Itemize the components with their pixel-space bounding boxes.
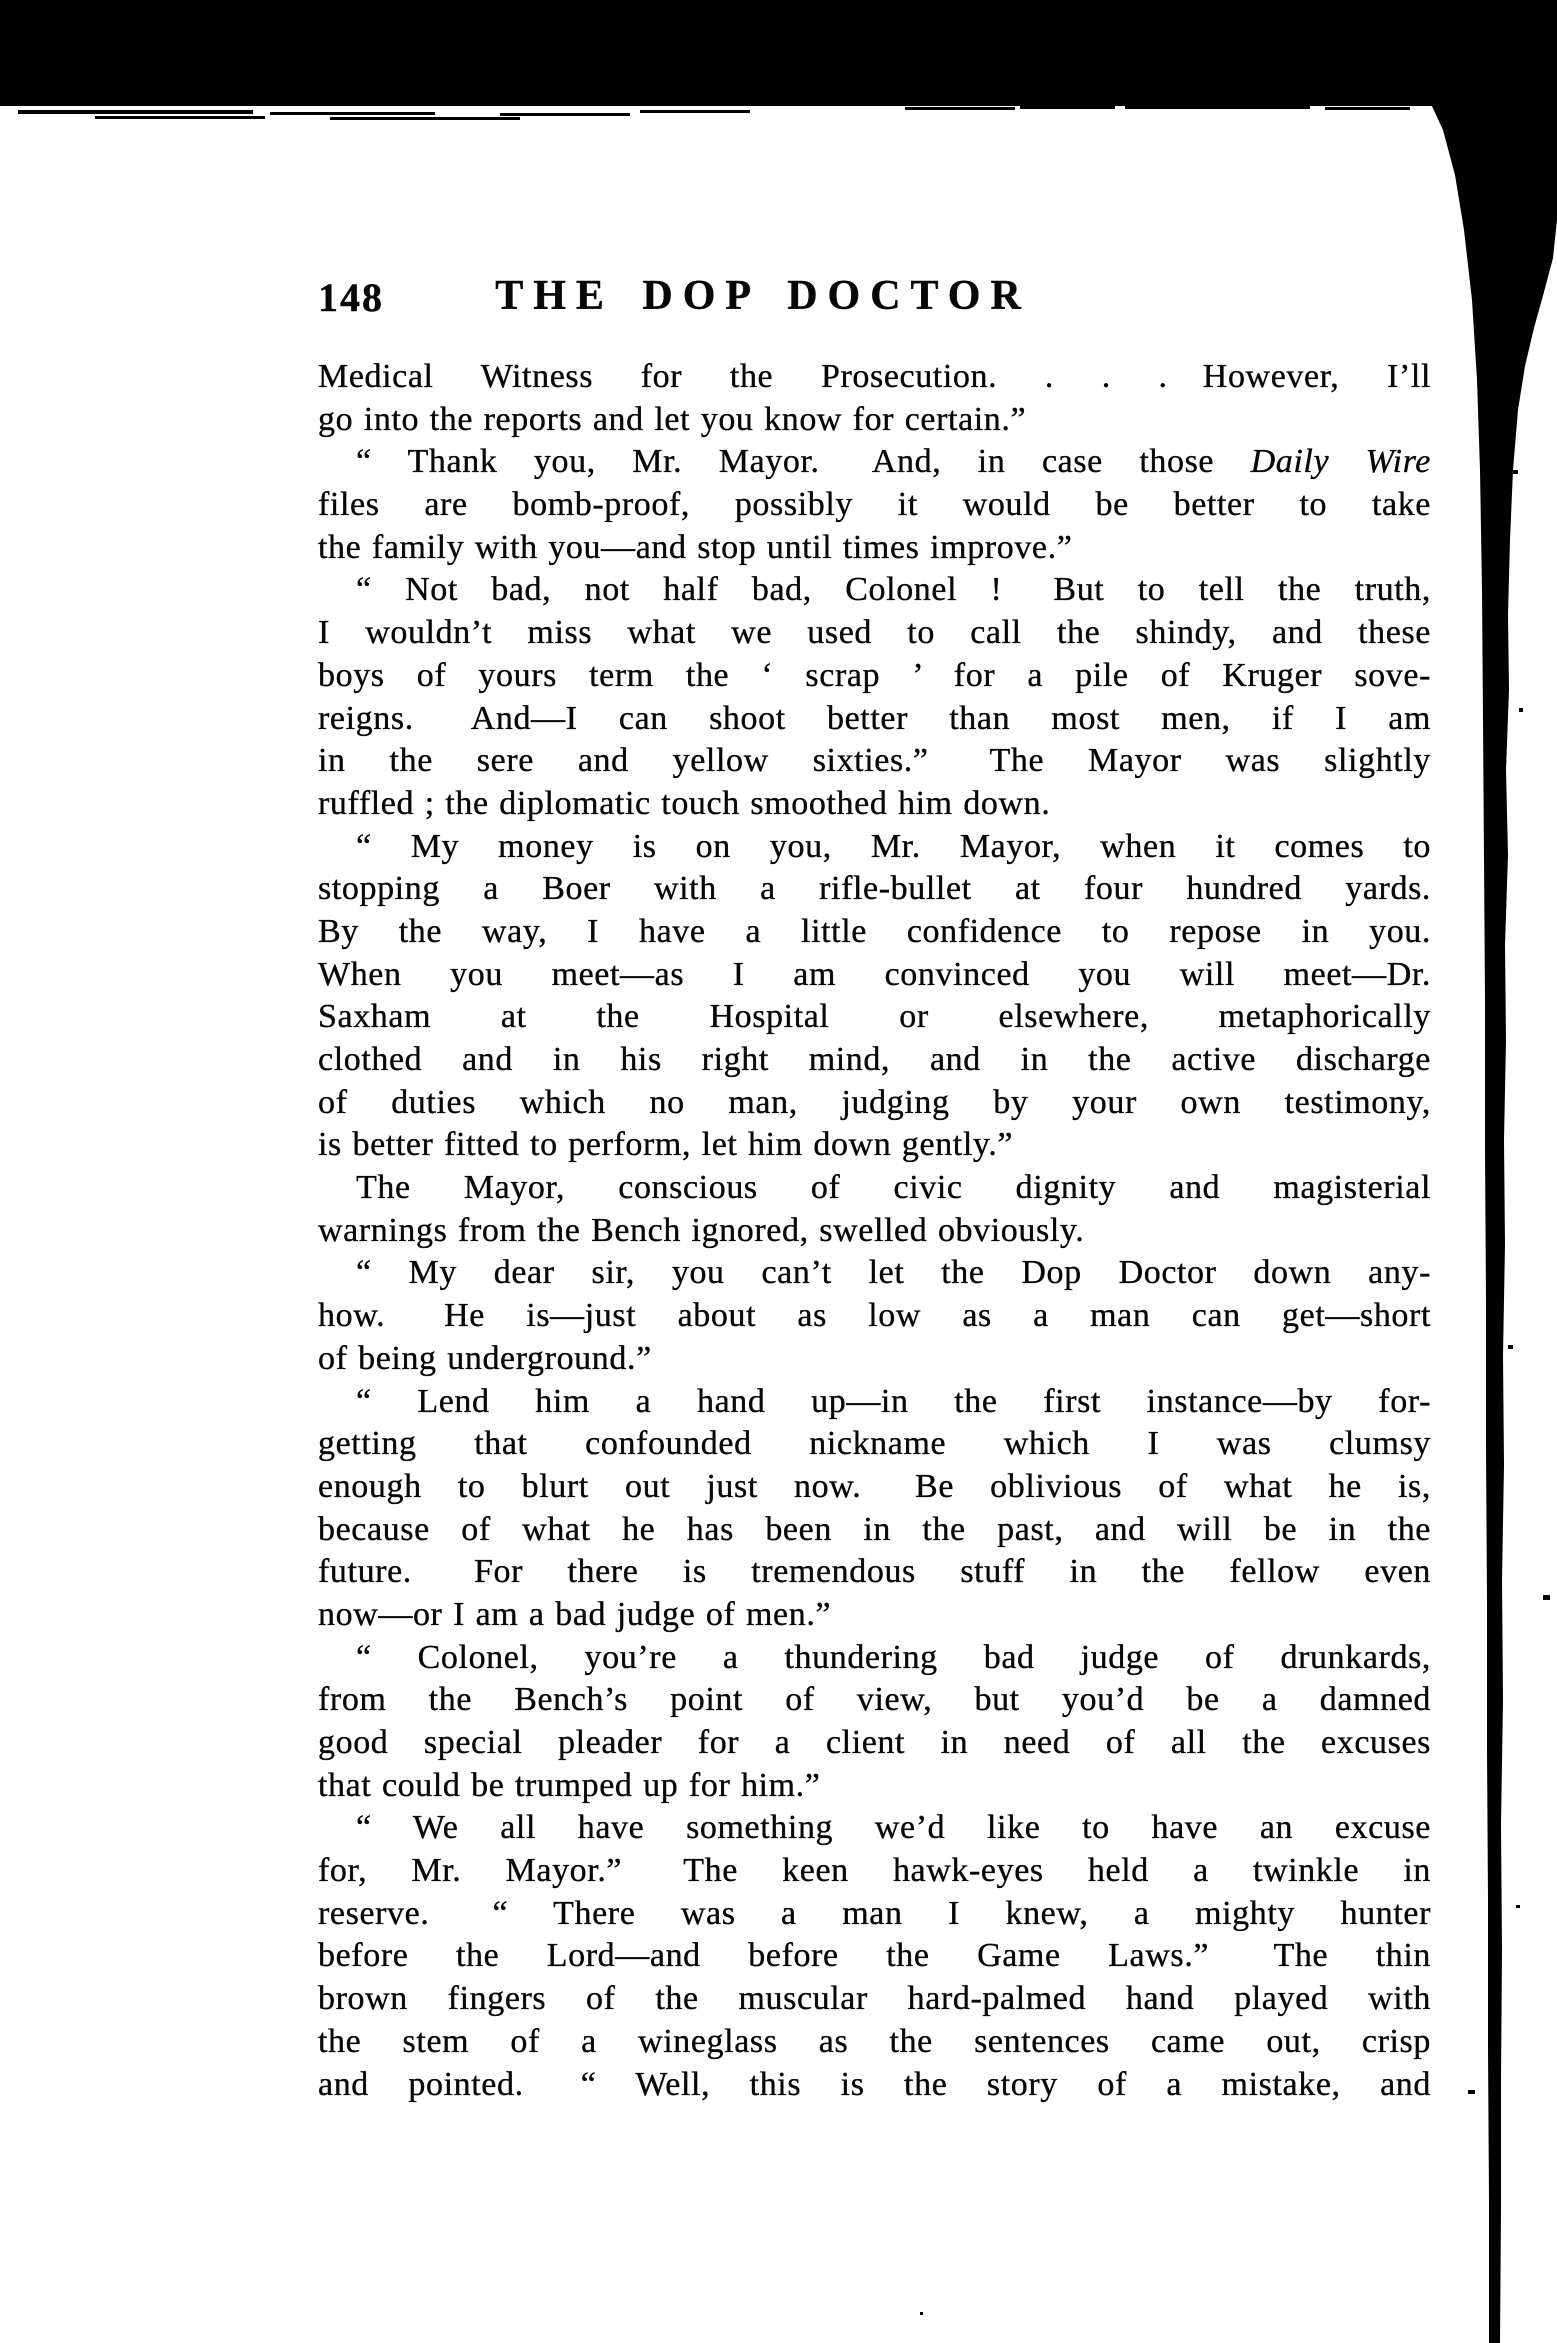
text-run: getting that confounded nickname which I was clumsy bbox=[318, 1425, 1431, 1463]
text-line bbox=[318, 783, 1431, 826]
running-title: THE DOP DOCTOR bbox=[495, 273, 1031, 319]
text-line bbox=[318, 441, 1431, 484]
scan-streak bbox=[640, 110, 750, 113]
text-line bbox=[318, 868, 1431, 911]
text-run: how. He is—just about as low as a man can get—short bbox=[318, 1297, 1431, 1335]
text-run: before the Lord—and before the Game Laws.” The thin bbox=[318, 1937, 1431, 1975]
scan-top-bar bbox=[0, 0, 1557, 106]
text-line bbox=[318, 1082, 1431, 1125]
scan-streak bbox=[1020, 105, 1115, 109]
text-run: reigns. And—I can shoot better than most men, if I am bbox=[318, 699, 1431, 737]
body-text bbox=[318, 356, 1431, 2106]
text-run: brown fingers of the muscular hard-palmed hand played with bbox=[318, 1980, 1431, 2018]
text-line bbox=[318, 527, 1431, 570]
text-line bbox=[318, 1381, 1431, 1424]
text-line bbox=[318, 1039, 1431, 1082]
text-run: is better fitted to perform, let him down gently.” bbox=[318, 1126, 1014, 1164]
text-run: “ Thank you, Mr. Mayor. And, in case those bbox=[356, 443, 1251, 481]
text-line bbox=[318, 399, 1431, 442]
text-run: I wouldn’t miss what we used to call the shindy, and these bbox=[318, 614, 1431, 652]
text-line bbox=[318, 1124, 1431, 1167]
text-line bbox=[318, 911, 1431, 954]
text-line bbox=[318, 1765, 1431, 1808]
text-line bbox=[318, 1935, 1431, 1978]
text-line bbox=[318, 484, 1431, 527]
text-line bbox=[318, 1210, 1431, 1253]
text-run: because of what he has been in the past, and will be in the bbox=[318, 1510, 1431, 1548]
text-run: “ My money is on you, Mr. Mayor, when it comes to bbox=[356, 827, 1431, 865]
text-line bbox=[318, 698, 1431, 741]
text-run: By the way, I have a little confidence to repose in you. bbox=[318, 912, 1431, 950]
text-line bbox=[318, 2021, 1431, 2064]
text-run: of being underground.” bbox=[318, 1339, 652, 1377]
text-run: of duties which no man, judging by your own testimony, bbox=[318, 1083, 1431, 1121]
text-line bbox=[318, 954, 1431, 997]
scan-streak bbox=[95, 116, 265, 119]
text-run: that could be trumped up for him.” bbox=[318, 1766, 821, 1804]
text-run: and pointed. “ Well, this is the story of a mistake, and bbox=[318, 2065, 1431, 2103]
text-run: stopping a Boer with a rifle-bullet at four hundred yards. bbox=[318, 870, 1431, 908]
text-line bbox=[318, 1807, 1431, 1850]
scan-streak bbox=[18, 110, 253, 114]
text-run: the stem of a wineglass as the sentences came out, crisp bbox=[318, 2022, 1431, 2060]
text-line bbox=[318, 1509, 1431, 1552]
scan-streak bbox=[270, 112, 435, 115]
text-run: warnings from the Bench ignored, swelled obviously. bbox=[318, 1211, 1085, 1249]
text-line bbox=[318, 1167, 1431, 1210]
text-run: go into the reports and let you know for certain.” bbox=[318, 400, 1027, 438]
text-line bbox=[318, 1722, 1431, 1765]
text-line bbox=[318, 996, 1431, 1039]
scan-streak bbox=[330, 117, 520, 120]
text-run: Saxham at the Hospital or elsewhere, metaphorically bbox=[318, 998, 1431, 1036]
text-run: “ Lend him a hand up—in the first instance—by for- bbox=[356, 1382, 1431, 1420]
text-run: “ Colonel, you’re a thundering bad judge of drunkards, bbox=[356, 1638, 1431, 1676]
text-run: in the sere and yellow sixties.” The Mayor was slightly bbox=[318, 742, 1431, 780]
text-run: files are bomb-proof, possibly it would be better to take bbox=[318, 486, 1431, 524]
text-run: enough to blurt out just now. Be oblivious of what he is, bbox=[318, 1467, 1431, 1505]
text-run: “ We all have something we’d like to have an excuse bbox=[356, 1809, 1431, 1847]
text-run: for, Mr. Mayor.” The keen hawk-eyes held a twinkle in bbox=[318, 1852, 1431, 1890]
text-run: clothed and in his right mind, and in the active discharge bbox=[318, 1041, 1431, 1078]
text-run: the family with you—and stop until times improve.” bbox=[318, 528, 1073, 566]
text-line bbox=[318, 1679, 1431, 1722]
text-run: now—or I am a bad judge of men.” bbox=[318, 1595, 832, 1633]
text-line bbox=[318, 1551, 1431, 1594]
text-line bbox=[318, 1338, 1431, 1381]
scan-streak bbox=[500, 113, 630, 116]
scan-streak bbox=[905, 107, 1015, 110]
text-line bbox=[318, 1893, 1431, 1936]
scan-speck bbox=[920, 2312, 923, 2315]
text-run: reserve. “ There was a man I knew, a mighty hunter bbox=[318, 1894, 1431, 1932]
scan-streak bbox=[1125, 104, 1310, 109]
text-line bbox=[318, 1466, 1431, 1509]
text-run: “ Not bad, not half bad, Colonel ! But to tell the truth, bbox=[356, 571, 1431, 609]
text-run: boys of yours term the ‘ scrap ’ for a pile of Kruger sove- bbox=[318, 656, 1431, 694]
text-run: from the Bench’s point of view, but you’d be a damned bbox=[318, 1681, 1431, 1719]
text-run: The Mayor, conscious of civic dignity and magisterial bbox=[356, 1169, 1431, 1207]
text-line bbox=[318, 1594, 1431, 1637]
scan-streak bbox=[1325, 107, 1410, 110]
text-line bbox=[318, 569, 1431, 612]
text-line bbox=[318, 356, 1431, 399]
text-line bbox=[318, 1252, 1431, 1295]
text-run: “ My dear sir, you can’t let the Dop Doctor down any- bbox=[356, 1254, 1431, 1292]
text-line bbox=[318, 655, 1431, 698]
text-run: good special pleader for a client in need of all the excuses bbox=[318, 1724, 1431, 1761]
text-line bbox=[318, 1978, 1431, 2021]
italic-text-run: Daily Wire bbox=[1250, 443, 1431, 481]
text-line bbox=[318, 1295, 1431, 1338]
text-line bbox=[318, 612, 1431, 655]
text-run: ruffled ; the diplomatic touch smoothed him down. bbox=[318, 784, 1051, 822]
scan-speck bbox=[1468, 2090, 1475, 2094]
text-run: Medical Witness for the Prosecution. . . . However, I’ll bbox=[318, 358, 1431, 395]
text-line bbox=[318, 1850, 1431, 1893]
text-line bbox=[318, 740, 1431, 783]
page-number: 148 bbox=[318, 275, 384, 320]
scan-right-edge-band bbox=[1417, 0, 1557, 2343]
text-run: future. For there is tremendous stuff in the fellow even bbox=[318, 1553, 1431, 1591]
text-line bbox=[318, 826, 1431, 869]
text-run: When you meet—as I am convinced you will meet—Dr. bbox=[318, 955, 1431, 993]
text-line bbox=[318, 2064, 1431, 2107]
text-line bbox=[318, 1637, 1431, 1680]
text-line bbox=[318, 1423, 1431, 1466]
